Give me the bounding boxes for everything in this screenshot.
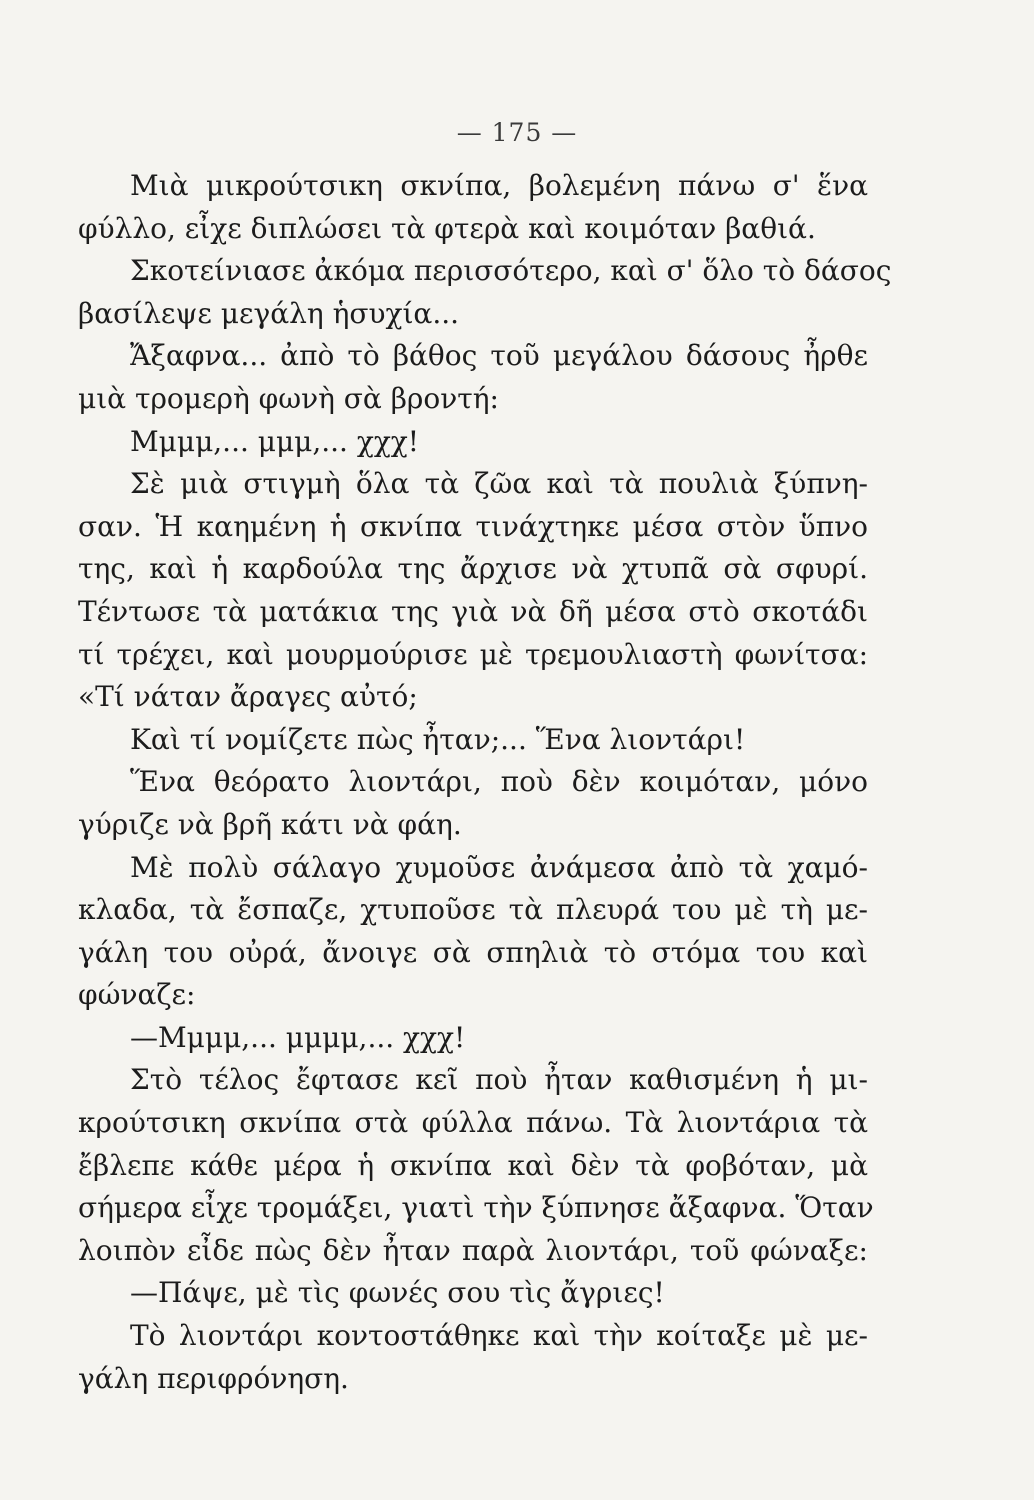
text-line: σαν. Ἡ καημένη ἡ σκνίπα τινάχτηκε μέσα στὸν ὕπνο	[78, 509, 868, 543]
text-line: Τὸ λιοντάρι κοντοστάθηκε καὶ τὴν κοίταξε μὲ με-	[130, 1319, 868, 1353]
text-line: γάλη του οὐρά, ἄνοιγε σὰ σπηλιὰ τὸ στόμα του καὶ	[78, 935, 868, 969]
text-line: μιὰ τρομερὴ φωνὴ σὰ βροντή:	[78, 381, 499, 415]
text-line: Μιὰ μικρούτσικη σκνίπα, βολεμένη πάνω σ' ἕνα	[130, 169, 868, 202]
text-line: Ἕνα θεόρατο λιοντάρι, ποὺ δὲν κοιμόταν, μόνο	[130, 765, 868, 799]
text-line: Μμμμ,... μμμ,... χχχ!	[130, 424, 420, 458]
text-line: βασίλεψε μεγάλη ἡσυχία...	[78, 296, 460, 330]
page-number: — 175 —	[456, 118, 578, 147]
text-line: Τέντωσε τὰ ματάκια της γιὰ νὰ δῆ μέσα στὸ σκοτάδι	[78, 594, 868, 628]
text-line: Καὶ τί νομίζετε πὼς ἦταν;... Ἕνα λιοντάρι!	[130, 722, 746, 756]
text-line: τί τρέχει, καὶ μουρμούρισε μὲ τρεμουλιαστὴ φωνίτσα:	[78, 637, 868, 671]
text-line: Στὸ τέλος ἔφτασε κεῖ ποὺ ἦταν καθισμένη ἡ μι-	[130, 1063, 868, 1097]
text-line: Σκοτείνιασε ἀκόμα περισσότερο, καὶ σ' ὅλο τὸ δάσος	[130, 254, 892, 288]
text-line: —Πάψε, μὲ τὶς φωνές σου τὶς ἄγριες!	[130, 1276, 665, 1310]
text-line: Σὲ μιὰ στιγμὴ ὅλα τὰ ζῶα καὶ τὰ πουλιὰ ξύπνη-	[130, 467, 868, 501]
text-line: κλαδα, τὰ ἔσπαζε, χτυποῦσε τὰ πλευρά του μὲ τὴ με-	[78, 893, 868, 927]
text-line: κρούτσικη σκνίπα στὰ φύλλα πάνω. Τὰ λιοντάρια τὰ	[78, 1106, 868, 1140]
text-line: Μὲ πολὺ σάλαγο χυμοῦσε ἀνάμεσα ἀπὸ τὰ χαμό-	[130, 850, 868, 884]
text-line: Ἄξαφνα... ἀπὸ τὸ βάθος τοῦ μεγάλου δάσους ἦρθε	[130, 339, 868, 373]
text-line: ἔβλεπε κάθε μέρα ἡ σκνίπα καὶ δὲν τὰ φοβόταν, μὰ	[78, 1148, 868, 1182]
text-line: λοιπὸν εἶδε πὼς δὲν ἦταν παρὰ λιοντάρι, τοῦ φώναξε:	[78, 1233, 868, 1267]
text-line: φύλλο, εἶχε διπλώσει τὰ φτερὰ καὶ κοιμόταν βαθιά.	[78, 211, 816, 245]
text-line: —Μμμμ,... μμμμ,... χχχ!	[130, 1020, 466, 1054]
text-line: φώναζε:	[78, 978, 196, 1012]
text-line: σήμερα εἶχε τρομάξει, γιατὶ τὴν ξύπνησε ἄξαφνα. Ὅταν	[78, 1191, 874, 1225]
text-line: της, καὶ ἡ καρδούλα της ἄρχισε νὰ χτυπᾶ σὰ σφυρί.	[78, 552, 868, 586]
text-line: γύριζε νὰ βρῆ κάτι νὰ φάη.	[78, 807, 462, 841]
body-text	[78, 165, 892, 1400]
text-line: γάλη περιφρόνηση.	[78, 1361, 349, 1395]
text-line: «Τί νάταν ἄραγες αὐτό;	[78, 680, 418, 714]
